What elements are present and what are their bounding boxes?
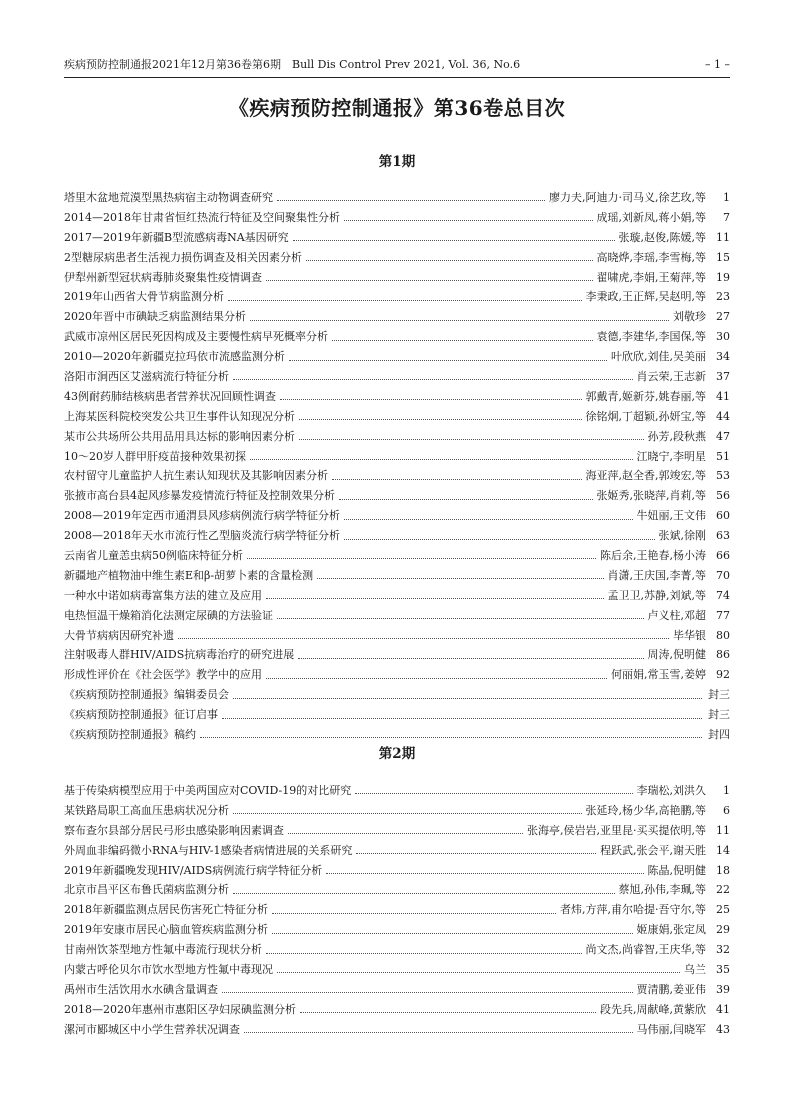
entry-title: 2018年新疆监测点居民伤害死亡特征分析 bbox=[64, 903, 268, 917]
entry-title: 《疾病预防控制通报》编辑委员会 bbox=[64, 688, 229, 702]
entry-page: 18 bbox=[716, 863, 730, 877]
entry-authors: 肖云荣,王志新 bbox=[636, 369, 706, 383]
toc-entry[interactable] bbox=[64, 606, 730, 626]
toc-entry[interactable] bbox=[64, 841, 730, 861]
entry-authors: 卢义柱,邓超 bbox=[647, 608, 706, 622]
entry-title: 大骨节病病因研究补遗 bbox=[64, 628, 174, 642]
entry-title: 2017—2019年新疆B型流感病毒NA基因研究 bbox=[64, 230, 289, 244]
dot-leader bbox=[306, 260, 593, 261]
dot-leader bbox=[344, 539, 655, 540]
dot-leader bbox=[247, 558, 596, 559]
entry-page: 37 bbox=[716, 369, 730, 383]
dot-leader bbox=[233, 813, 582, 814]
dot-leader bbox=[300, 1012, 596, 1013]
issue-heading: 第1期 bbox=[378, 154, 416, 170]
entry-title: 2010—2020年新疆克拉玛依市流感监测分析 bbox=[64, 350, 285, 364]
entry-title: 2008—2019年定西市通渭县风疹病例流行病学特征分析 bbox=[64, 509, 340, 523]
entry-authors: 孟卫卫,苏静,刘斌,等 bbox=[607, 588, 706, 602]
entry-title: 一种水中诺如病毒富集方法的建立及应用 bbox=[64, 588, 262, 602]
entry-page: 47 bbox=[716, 429, 730, 443]
dot-leader bbox=[289, 360, 607, 361]
dot-leader bbox=[244, 1032, 633, 1033]
entry-title: 2019年新疆晚发现HIV/AIDS病例流行病学特征分析 bbox=[64, 863, 323, 877]
entry-authors: 张姬秀,张晓萍,肖莉,等 bbox=[596, 489, 706, 503]
toc-entry[interactable] bbox=[64, 586, 730, 606]
dot-leader bbox=[355, 793, 632, 794]
toc-entry[interactable] bbox=[64, 407, 730, 427]
entry-authors: 张海亭,侯岩岩,亚里昆·买买提依明,等 bbox=[527, 823, 706, 837]
toc-entry[interactable] bbox=[64, 960, 730, 980]
entry-authors: 孙芳,段秋燕 bbox=[647, 429, 706, 443]
toc-entry[interactable] bbox=[64, 526, 730, 546]
entry-page: 15 bbox=[716, 250, 730, 264]
entry-authors: 程跃武,张会平,谢天胜 bbox=[600, 843, 706, 857]
entry-authors: 江晓宁,李明星 bbox=[636, 449, 706, 463]
entry-title: 2019年山西省大骨节病监测分析 bbox=[64, 290, 224, 304]
dot-leader bbox=[200, 737, 702, 738]
entry-authors: 张璇,赵俊,陈媛,等 bbox=[618, 230, 706, 244]
entry-authors: 陈后余,王艳春,杨小涛 bbox=[600, 548, 706, 562]
toc-entry[interactable] bbox=[64, 801, 730, 821]
entry-authors: 袁德,李建华,李国保,等 bbox=[596, 330, 706, 344]
dot-leader bbox=[298, 658, 643, 659]
entry-page: 19 bbox=[716, 270, 730, 284]
toc-entry[interactable] bbox=[64, 367, 730, 387]
entry-title: 农村留守儿童监护人抗生素认知现状及其影响因素分析 bbox=[64, 469, 328, 483]
entry-authors: 蔡旭,孙伟,李珮,等 bbox=[618, 883, 706, 897]
entry-authors: 者炜,方萍,甫尔哈提·吾守尔,等 bbox=[560, 903, 706, 917]
header-rule bbox=[64, 77, 730, 78]
entry-title: 外周血非编码微小RNA与HIV-1感染者病情进展的关系研究 bbox=[64, 843, 353, 857]
dot-leader bbox=[326, 873, 643, 874]
entry-page: 30 bbox=[716, 330, 730, 344]
dot-leader bbox=[266, 678, 607, 679]
entry-page: 70 bbox=[716, 568, 730, 582]
entry-authors: 高晓烨,李瑶,李雪梅,等 bbox=[596, 250, 706, 264]
dot-leader bbox=[272, 933, 633, 934]
entry-title: 2018—2020年惠州市惠阳区孕妇尿碘监测分析 bbox=[64, 1002, 296, 1016]
toc-entry[interactable] bbox=[64, 486, 730, 506]
toc-entry[interactable] bbox=[64, 546, 730, 566]
entry-authors: 乌兰 bbox=[684, 962, 706, 976]
entry-title: 某市公共场所公共用品用具达标的影响因素分析 bbox=[64, 429, 295, 443]
entry-authors: 海亚萍,赵全香,郭竣宏,等 bbox=[585, 469, 706, 483]
dot-leader bbox=[178, 638, 669, 639]
document-title: 《疾病预防控制通报》第36卷总目次 bbox=[228, 96, 566, 120]
entry-title: 武威市凉州区居民死因构成及主要慢性病早死概率分析 bbox=[64, 330, 328, 344]
dot-leader bbox=[332, 479, 582, 480]
toc-entry[interactable] bbox=[64, 287, 730, 307]
toc-entry[interactable] bbox=[64, 705, 730, 725]
toc-entry[interactable] bbox=[64, 506, 730, 526]
entry-authors: 陈晶,倪明健 bbox=[647, 863, 706, 877]
toc-entry[interactable] bbox=[64, 920, 730, 940]
entry-page: 44 bbox=[716, 409, 730, 423]
dot-leader bbox=[250, 459, 633, 460]
entry-title: 禹州市生活饮用水水碘含量调查 bbox=[64, 982, 218, 996]
dot-leader bbox=[317, 578, 603, 579]
entry-page: 43 bbox=[716, 1022, 730, 1036]
entry-title: 甘南州饮茶型地方性氟中毒流行现状分析 bbox=[64, 943, 262, 957]
dot-leader bbox=[293, 240, 615, 241]
toc-entry[interactable] bbox=[64, 940, 730, 960]
dot-leader bbox=[222, 992, 633, 993]
journal-citation: 疾病预防控制通报2021年12月第36卷第6期 Bull Dis Control Prev 2021, Vol. 36, No.6 bbox=[64, 58, 521, 71]
dot-leader bbox=[233, 379, 633, 380]
entry-title: 形成性评价在《社会医学》教学中的应用 bbox=[64, 668, 262, 682]
entry-authors: 翟啸虎,李娟,王菊萍,等 bbox=[596, 270, 706, 284]
entry-page: 23 bbox=[716, 290, 730, 304]
entry-title: 新疆地产植物油中维生素E和β-胡萝卜素的含量检测 bbox=[64, 568, 314, 582]
dot-leader bbox=[277, 972, 680, 973]
entry-authors: 张延玲,杨少华,高艳鹏,等 bbox=[585, 803, 706, 817]
dot-leader bbox=[266, 953, 582, 954]
entry-page: 11 bbox=[716, 823, 730, 837]
entry-title: 注射吸毒人群HIV/AIDS抗病毒治疗的研究进展 bbox=[64, 648, 295, 662]
toc-entry[interactable] bbox=[64, 188, 730, 208]
toc-entry[interactable] bbox=[64, 1000, 730, 1020]
entry-authors: 尚文杰,尚睿智,王庆华,等 bbox=[585, 943, 706, 957]
entry-authors: 姬康娟,张定凤 bbox=[636, 923, 706, 937]
toc-entry[interactable] bbox=[64, 268, 730, 288]
entry-page: 60 bbox=[716, 509, 730, 523]
dot-leader bbox=[222, 718, 702, 719]
toc-entry[interactable] bbox=[64, 447, 730, 467]
entry-authors: 徐铭炯,丁超颖,孙妍宝,等 bbox=[585, 409, 706, 423]
entry-page: 39 bbox=[716, 982, 730, 996]
entry-page: 66 bbox=[716, 548, 730, 562]
dot-leader bbox=[356, 853, 596, 854]
toc-entry[interactable] bbox=[64, 427, 730, 447]
entry-page: 6 bbox=[723, 803, 730, 817]
toc-list bbox=[64, 781, 730, 1040]
entry-title: 43例耐药肺结核病患者营养状况回顾性调查 bbox=[64, 389, 276, 403]
entry-page: 封三 bbox=[708, 708, 730, 722]
entry-authors: 周涛,倪明健 bbox=[647, 648, 706, 662]
entry-page: 53 bbox=[716, 469, 730, 483]
toc-entry[interactable] bbox=[64, 980, 730, 1000]
entry-page: 14 bbox=[716, 843, 730, 857]
entry-page: 35 bbox=[716, 962, 730, 976]
entry-page: 32 bbox=[716, 943, 730, 957]
entry-title: 电热恒温干燥箱消化法测定尿碘的方法验证 bbox=[64, 608, 273, 622]
entry-page: 7 bbox=[723, 210, 730, 224]
dot-leader bbox=[288, 833, 523, 834]
entry-authors: 张斌,徐刚 bbox=[658, 529, 706, 543]
entry-authors: 李秉政,王正辉,吴赵明,等 bbox=[585, 290, 706, 304]
entry-page: 56 bbox=[716, 489, 730, 503]
toc-entry[interactable] bbox=[64, 1020, 730, 1040]
entry-title: 云南省儿童恙虫病50例临床特征分析 bbox=[64, 548, 243, 562]
entry-authors: 毕华银 bbox=[673, 628, 706, 642]
entry-authors: 刘敬珍 bbox=[673, 310, 706, 324]
entry-page: 1 bbox=[723, 783, 730, 797]
dot-leader bbox=[277, 200, 545, 201]
dot-leader bbox=[266, 598, 604, 599]
entry-authors: 牛妞丽,王文伟 bbox=[636, 509, 706, 523]
toc-entry[interactable] bbox=[64, 685, 730, 705]
entry-title: 2型糖尿病患者生活视力损伤调查及相关因素分析 bbox=[64, 250, 302, 264]
dot-leader bbox=[266, 280, 593, 281]
dot-leader bbox=[299, 419, 582, 420]
page-number: – 1 – bbox=[705, 58, 730, 71]
entry-title: 内蒙古呼伦贝尔市饮水型地方性氟中毒现况 bbox=[64, 962, 273, 976]
entry-page: 25 bbox=[716, 903, 730, 917]
toc-entry[interactable] bbox=[64, 387, 730, 407]
entry-page: 11 bbox=[716, 230, 730, 244]
entry-page: 29 bbox=[716, 923, 730, 937]
entry-authors: 廖力夫,阿迪力·司马义,徐艺玫,等 bbox=[549, 190, 706, 204]
entry-title: 北京市昌平区布鲁氏菌病监测分析 bbox=[64, 883, 229, 897]
entry-authors: 李瑞松,刘洪久 bbox=[636, 783, 706, 797]
entry-title: 《疾病预防控制通报》征订启事 bbox=[64, 708, 218, 722]
entry-title: 洛阳市涧西区艾滋病流行特征分析 bbox=[64, 369, 229, 383]
toc-entry[interactable] bbox=[64, 645, 730, 665]
entry-page: 34 bbox=[716, 350, 730, 364]
entry-title: 张掖市高台县4起风疹暴发疫情流行特征及控制效果分析 bbox=[64, 489, 335, 503]
entry-title: 上海某医科院校突发公共卫生事件认知现况分析 bbox=[64, 409, 295, 423]
entry-page: 41 bbox=[716, 389, 730, 403]
entry-title: 基于传染病模型应用于中美两国应对COVID-19的对比研究 bbox=[64, 783, 352, 797]
entry-page: 封四 bbox=[708, 727, 730, 741]
dot-leader bbox=[233, 893, 615, 894]
toc-entry[interactable] bbox=[64, 781, 730, 801]
dot-leader bbox=[344, 220, 593, 221]
entry-page: 27 bbox=[716, 310, 730, 324]
entry-authors: 郭戴青,姬新芬,姚春丽,等 bbox=[585, 389, 706, 403]
entry-authors: 何丽娟,常玉雪,姜婷 bbox=[611, 668, 706, 682]
entry-page: 80 bbox=[716, 628, 730, 642]
entry-authors: 叶欣欣,刘佳,吴美丽 bbox=[611, 350, 706, 364]
entry-authors: 贾清鹏,姜亚伟 bbox=[636, 982, 706, 996]
entry-page: 74 bbox=[716, 588, 730, 602]
entry-authors: 成瑶,刘新凤,蒋小娟,等 bbox=[596, 210, 706, 224]
toc-list bbox=[64, 188, 730, 745]
entry-title: 察布查尔县部分居民弓形虫感染影响因素调查 bbox=[64, 823, 284, 837]
entry-page: 封三 bbox=[708, 688, 730, 702]
toc-entry[interactable] bbox=[64, 880, 730, 900]
entry-title: 某铁路局职工高血压患病状况分析 bbox=[64, 803, 229, 817]
toc-entry[interactable] bbox=[64, 665, 730, 685]
toc-entry[interactable] bbox=[64, 861, 730, 881]
entry-page: 63 bbox=[716, 529, 730, 543]
toc-entry[interactable] bbox=[64, 327, 730, 347]
entry-title: 伊犁州新型冠状病毒肺炎聚集性疫情调查 bbox=[64, 270, 262, 284]
toc-entry[interactable] bbox=[64, 900, 730, 920]
dot-leader bbox=[277, 618, 644, 619]
dot-leader bbox=[344, 519, 633, 520]
toc-entry[interactable] bbox=[64, 307, 730, 327]
toc-entry[interactable] bbox=[64, 228, 730, 248]
entry-page: 77 bbox=[716, 608, 730, 622]
dot-leader bbox=[299, 439, 644, 440]
entry-title: 2008—2018年天水市流行性乙型脑炎流行病学特征分析 bbox=[64, 529, 340, 543]
entry-page: 86 bbox=[716, 648, 730, 662]
entry-title: 2020年晋中市碘缺乏病监测结果分析 bbox=[64, 310, 246, 324]
entry-title: 10～20岁人群甲肝疫苗接种效果初探 bbox=[64, 449, 246, 463]
dot-leader bbox=[228, 300, 582, 301]
dot-leader bbox=[233, 698, 702, 699]
dot-leader bbox=[339, 499, 593, 500]
entry-title: 塔里木盆地荒漠型黑热病宿主动物调查研究 bbox=[64, 190, 273, 204]
entry-title: 2019年安康市居民心脑血管疾病监测分析 bbox=[64, 923, 268, 937]
entry-page: 92 bbox=[716, 668, 730, 682]
toc-entry[interactable] bbox=[64, 821, 730, 841]
entry-authors: 段先兵,周献峰,黄紫欣 bbox=[600, 1002, 706, 1016]
running-header bbox=[64, 56, 730, 74]
issue-heading: 第2期 bbox=[378, 746, 416, 762]
entry-page: 41 bbox=[716, 1002, 730, 1016]
toc-entry[interactable] bbox=[64, 566, 730, 586]
toc-entry[interactable] bbox=[64, 466, 730, 486]
toc-entry[interactable] bbox=[64, 626, 730, 646]
entry-page: 1 bbox=[723, 190, 730, 204]
entry-title: 2014—2018年甘肃省恒红热流行特征及空间聚集性分析 bbox=[64, 210, 340, 224]
toc-entry[interactable] bbox=[64, 248, 730, 268]
dot-leader bbox=[332, 340, 593, 341]
entry-title: 《疾病预防控制通报》稿约 bbox=[64, 727, 196, 741]
toc-entry[interactable] bbox=[64, 347, 730, 367]
toc-entry[interactable] bbox=[64, 208, 730, 228]
entry-title: 漯河市郾城区中小学生营养状况调查 bbox=[64, 1022, 240, 1036]
entry-authors: 肖潇,王庆国,李菁,等 bbox=[607, 568, 706, 582]
dot-leader bbox=[280, 399, 582, 400]
entry-authors: 马伟丽,闫晓军 bbox=[636, 1022, 706, 1036]
dot-leader bbox=[250, 320, 669, 321]
dot-leader bbox=[272, 913, 556, 914]
entry-page: 22 bbox=[716, 883, 730, 897]
entry-page: 51 bbox=[716, 449, 730, 463]
